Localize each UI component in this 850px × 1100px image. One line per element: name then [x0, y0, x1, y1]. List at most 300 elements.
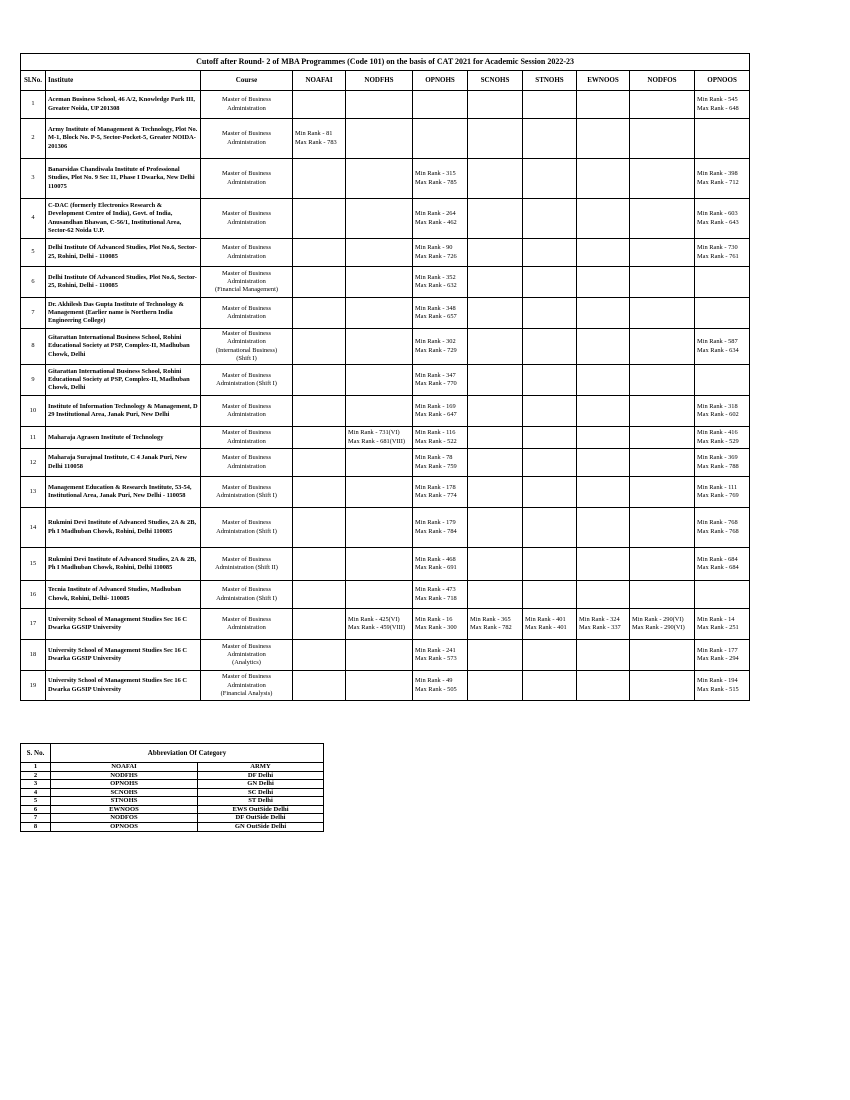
cell-stnohs [523, 609, 577, 640]
header-course: Course [201, 71, 293, 91]
table-row [21, 396, 750, 427]
row-institute: Rukmini Devi Institute of Advanced Studies, 2A & 2B, Ph I Madhuban Chowk, Rohini, Delhi 110085 [46, 548, 201, 581]
abbreviation-sno: 5 [21, 797, 51, 806]
course-line: Administration (Shift I) [216, 492, 277, 500]
course-line: Master of Business [222, 519, 271, 527]
cell-scnohs [468, 477, 523, 508]
min-rank: Min Rank - 401 [525, 615, 566, 623]
cell-opnohs [413, 298, 468, 329]
course-line: Administration [227, 178, 266, 186]
course-line: Master of Business [222, 673, 271, 681]
cell-nodfhs [346, 91, 413, 119]
abbreviation-code: NODFOS [51, 814, 198, 823]
cell-scnohs [468, 239, 523, 267]
table-row [21, 91, 750, 119]
row-course [201, 671, 293, 701]
course-line: Administration (Shift I) [216, 380, 277, 388]
course-line: Master of Business [222, 304, 271, 312]
course-line: Master of Business [222, 170, 271, 178]
cell-stnohs [523, 477, 577, 508]
cell-scnohs [468, 609, 523, 640]
header-scnohs: SCNOHS [468, 71, 523, 91]
max-rank: Max Rank - 684 [697, 564, 739, 572]
min-rank: Min Rank - 731(VI) [348, 429, 400, 437]
cell-opnohs [413, 609, 468, 640]
min-rank: Min Rank - 264 [415, 210, 456, 218]
course-line: Master of Business [222, 615, 271, 623]
row-institute: Gitarattan International Business School, Rohini Educational Society at PSP, Complex-II, Madhuban Chowk, Delhi [46, 365, 201, 396]
min-rank: Min Rank - 78 [415, 454, 453, 462]
max-rank: Max Rank - 643 [697, 218, 739, 226]
table-row [21, 640, 750, 671]
row-course [201, 609, 293, 640]
row-serial: 2 [21, 119, 46, 159]
abbreviation-sno: 7 [21, 814, 51, 823]
row-serial: 3 [21, 159, 46, 199]
cell-opnohs [413, 119, 468, 159]
row-course [201, 640, 293, 671]
cell-opnoos [695, 267, 750, 298]
max-rank: Max Rank - 515 [697, 685, 739, 693]
cell-nodfos [630, 671, 695, 701]
max-rank: Max Rank - 632 [415, 282, 457, 289]
course-line: Master of Business [222, 96, 271, 104]
min-rank: Min Rank - 16 [415, 615, 453, 623]
course-line: Administration [227, 313, 266, 320]
table-row [21, 449, 750, 477]
cell-opnohs [413, 548, 468, 581]
abbreviation-sno: 6 [21, 805, 51, 814]
cell-stnohs [523, 671, 577, 701]
cell-scnohs [468, 199, 523, 239]
max-rank: Max Rank - 768 [697, 527, 739, 535]
course-line: Administration [227, 218, 266, 226]
cell-opnohs [413, 159, 468, 199]
cell-nodfos [630, 427, 695, 449]
course-line: Administration (Shift II) [215, 564, 278, 572]
table-row [21, 427, 750, 449]
cell-nodfhs [346, 508, 413, 548]
row-institute: Delhi Institute Of Advanced Studies, Plot No.6, Sector-25, Rohini, Delhi - 110085 [46, 239, 201, 267]
abbreviation-code: OPNOHS [51, 780, 198, 789]
cell-noafai [293, 199, 346, 239]
max-rank: Max Rank - 337 [579, 624, 621, 632]
abbreviation-sno: 2 [21, 771, 51, 780]
row-institute: Maharaja Surajmal Institute, C 4 Janak Puri, New Delhi 110058 [46, 449, 201, 477]
cell-opnohs [413, 640, 468, 671]
cell-scnohs [468, 396, 523, 427]
cell-ewnoos [577, 119, 630, 159]
min-rank: Min Rank - 545 [697, 96, 738, 104]
min-rank: Min Rank - 179 [415, 519, 456, 527]
max-rank: Max Rank - 785 [415, 178, 457, 186]
cell-nodfos [630, 267, 695, 298]
cell-opnohs [413, 199, 468, 239]
course-line: Administration [227, 437, 266, 445]
max-rank: Max Rank - 634 [697, 346, 739, 354]
table-row [21, 365, 750, 396]
cell-stnohs [523, 427, 577, 449]
cell-opnoos [695, 329, 750, 365]
cell-opnohs [413, 329, 468, 365]
cell-stnohs [523, 199, 577, 239]
header-opnoos: OPNOOS [695, 71, 750, 91]
cell-stnohs [523, 548, 577, 581]
min-rank: Min Rank - 116 [415, 429, 456, 437]
course-line: Administration [227, 277, 266, 285]
row-serial: 7 [21, 298, 46, 329]
min-rank: Min Rank - 730 [697, 244, 738, 252]
row-serial: 17 [21, 609, 46, 640]
min-rank: Min Rank - 318 [697, 402, 738, 410]
abbreviation-row [21, 823, 324, 832]
row-serial: 1 [21, 91, 46, 119]
cell-nodfos [630, 449, 695, 477]
cell-ewnoos [577, 640, 630, 671]
cell-nodfhs [346, 477, 413, 508]
cell-nodfhs [346, 239, 413, 267]
row-serial: 8 [21, 329, 46, 365]
cell-nodfos [630, 477, 695, 508]
cell-stnohs [523, 396, 577, 427]
max-rank: Max Rank - 726 [415, 252, 457, 260]
row-serial: 9 [21, 365, 46, 396]
cell-scnohs [468, 159, 523, 199]
course-line: Master of Business [222, 371, 271, 379]
header-stnohs: STNOHS [523, 71, 577, 91]
cell-scnohs [468, 581, 523, 609]
min-rank: Min Rank - 369 [697, 454, 738, 462]
max-rank: Max Rank - 712 [697, 178, 739, 186]
cell-scnohs [468, 449, 523, 477]
cell-noafai [293, 449, 346, 477]
row-serial: 15 [21, 548, 46, 581]
row-institute: University School of Management Studies Sec 16 C Dwarka GGSIP University [46, 640, 201, 671]
cell-nodfos [630, 119, 695, 159]
cell-nodfhs [346, 365, 413, 396]
cell-opnoos [695, 581, 750, 609]
min-rank: Min Rank - 290(VI) [632, 615, 684, 623]
cell-opnoos [695, 508, 750, 548]
cell-noafai [293, 159, 346, 199]
cell-ewnoos [577, 548, 630, 581]
cell-ewnoos [577, 449, 630, 477]
header-row [21, 71, 750, 91]
cell-nodfos [630, 239, 695, 267]
abbreviation-meaning: ARMY [198, 763, 324, 772]
cell-stnohs [523, 119, 577, 159]
abbreviation-row [21, 788, 324, 797]
cell-nodfhs [346, 329, 413, 365]
cell-nodfos [630, 91, 695, 119]
row-course [201, 427, 293, 449]
max-rank: Max Rank - 251 [697, 624, 739, 632]
row-course [201, 449, 293, 477]
max-rank: Max Rank - 648 [697, 104, 739, 112]
min-rank: Min Rank - 425(VI) [348, 615, 400, 623]
cell-ewnoos [577, 609, 630, 640]
abbreviation-sno: 8 [21, 823, 51, 832]
cell-ewnoos [577, 671, 630, 701]
row-institute: University School of Management Studies Sec 16 C Dwarka GGSIP University [46, 671, 201, 701]
course-line: Administration (Shift I) [216, 527, 277, 535]
cell-nodfhs [346, 159, 413, 199]
cell-ewnoos [577, 477, 630, 508]
row-serial: 16 [21, 581, 46, 609]
cell-nodfhs [346, 449, 413, 477]
abbreviation-code: EWNOOS [51, 805, 198, 814]
course-line: (Analytics) [232, 659, 261, 667]
min-rank: Min Rank - 468 [415, 555, 456, 563]
cell-scnohs [468, 548, 523, 581]
row-course [201, 548, 293, 581]
row-institute: Banarsidas Chandiwala Institute of Professional Studies, Plot No. 9 Sec 11, Phase I Dwarka, New Delhi 110075 [46, 159, 201, 199]
max-rank: Max Rank - 462 [415, 218, 457, 226]
row-serial: 14 [21, 508, 46, 548]
min-rank: Min Rank - 473 [415, 586, 456, 594]
abbreviation-row [21, 780, 324, 789]
cell-ewnoos [577, 91, 630, 119]
cell-stnohs [523, 239, 577, 267]
row-course [201, 581, 293, 609]
abbreviation-meaning: EWS OutSide Delhi [198, 805, 324, 814]
course-line: Master of Business [222, 429, 271, 437]
cell-opnohs [413, 396, 468, 427]
cell-nodfos [630, 508, 695, 548]
abbreviation-code: SCNOHS [51, 788, 198, 797]
cell-opnoos [695, 91, 750, 119]
cell-opnohs [413, 427, 468, 449]
table-row [21, 239, 750, 267]
cell-scnohs [468, 298, 523, 329]
min-rank: Min Rank - 315 [415, 170, 456, 178]
abbreviation-code: OPNOOS [51, 823, 198, 832]
row-institute: Aceman Business School, 46 A/2, Knowledge Park III, Greater Noida, UP 201308 [46, 91, 201, 119]
cell-nodfos [630, 365, 695, 396]
max-rank: Max Rank - 782 [470, 624, 512, 632]
abbreviation-code: NODFHS [51, 771, 198, 780]
table-title: Cutoff after Round- 2 of MBA Programmes (Code 101) on the basis of CAT 2021 for Academic Session 2022-23 [21, 54, 750, 71]
table-row [21, 199, 750, 239]
cell-noafai [293, 239, 346, 267]
cell-nodfhs [346, 609, 413, 640]
course-line: Administration [227, 681, 266, 689]
row-course [201, 477, 293, 508]
cell-ewnoos [577, 581, 630, 609]
abbreviation-meaning: GN OutSide Delhi [198, 823, 324, 832]
cell-nodfhs [346, 119, 413, 159]
course-line: Master of Business [222, 130, 271, 138]
row-course [201, 199, 293, 239]
abbreviation-meaning: DF OutSide Delhi [198, 814, 324, 823]
cell-nodfhs [346, 298, 413, 329]
cell-noafai [293, 548, 346, 581]
cell-opnoos [695, 671, 750, 701]
header-nodfos: NODFOS [630, 71, 695, 91]
cell-stnohs [523, 365, 577, 396]
row-institute: Delhi Institute Of Advanced Studies, Plot No.6, Sector-25, Rohini, Delhi - 110085 [46, 267, 201, 298]
cell-noafai [293, 91, 346, 119]
course-line: Master of Business [222, 642, 271, 650]
max-rank: Max Rank - 759 [415, 462, 457, 470]
row-institute: Rukmini Devi Institute of Advanced Studies, 2A & 2B, Ph I Madhuban Chowk, Rohini, Delhi 110085 [46, 508, 201, 548]
max-rank: Max Rank - 657 [415, 313, 457, 320]
min-rank: Min Rank - 241 [415, 646, 456, 654]
course-line: (International Business) [215, 346, 278, 354]
abbreviation-row [21, 797, 324, 806]
course-line: Administration [227, 651, 266, 659]
table-row [21, 329, 750, 365]
max-rank: Max Rank - 774 [415, 492, 457, 500]
row-serial: 18 [21, 640, 46, 671]
abbreviation-sno: 3 [21, 780, 51, 789]
cell-nodfos [630, 581, 695, 609]
row-institute: Maharaja Agrasen Institute of Technology [46, 427, 201, 449]
cell-nodfhs [346, 671, 413, 701]
table-row [21, 298, 750, 329]
abbreviation-table [20, 743, 324, 832]
cell-opnoos [695, 365, 750, 396]
max-rank: Max Rank - 529 [697, 437, 739, 445]
row-course [201, 396, 293, 427]
cell-stnohs [523, 449, 577, 477]
cell-scnohs [468, 427, 523, 449]
min-rank: Min Rank - 90 [415, 244, 453, 252]
header-nodfhs: NODFHS [346, 71, 413, 91]
cell-opnoos [695, 199, 750, 239]
cell-scnohs [468, 508, 523, 548]
cell-ewnoos [577, 298, 630, 329]
max-rank: Max Rank - 294 [697, 655, 739, 663]
min-rank: Min Rank - 348 [415, 304, 456, 312]
cell-opnohs [413, 267, 468, 298]
row-course [201, 159, 293, 199]
max-rank: Max Rank - 647 [415, 411, 457, 419]
cell-stnohs [523, 298, 577, 329]
cell-opnoos [695, 298, 750, 329]
header-sl: Sl.No. [21, 71, 46, 91]
cell-ewnoos [577, 365, 630, 396]
cell-stnohs [523, 329, 577, 365]
course-line: Administration [227, 624, 266, 632]
min-rank: Min Rank - 81 [295, 130, 333, 138]
cell-noafai [293, 298, 346, 329]
cell-stnohs [523, 159, 577, 199]
cell-ewnoos [577, 329, 630, 365]
title-row [21, 54, 750, 71]
row-serial: 5 [21, 239, 46, 267]
cell-opnoos [695, 396, 750, 427]
cell-noafai [293, 427, 346, 449]
table-row [21, 609, 750, 640]
course-line: Master of Business [222, 555, 271, 563]
cell-noafai [293, 581, 346, 609]
table-row [21, 119, 750, 159]
min-rank: Min Rank - 352 [415, 273, 456, 281]
course-line: Master of Business [222, 269, 271, 277]
min-rank: Min Rank - 14 [697, 615, 735, 623]
row-course [201, 508, 293, 548]
row-serial: 11 [21, 427, 46, 449]
cell-opnoos [695, 609, 750, 640]
table-row [21, 548, 750, 581]
cell-nodfhs [346, 396, 413, 427]
cell-ewnoos [577, 199, 630, 239]
header-institute: Institute [46, 71, 201, 91]
row-institute: C-DAC (formerly Electronics Research & Development Centre of India), Govt. of India, Anusandhan Bhawan, C-56/1, Institutional Area, Sector-62 Noida U.P. [46, 199, 201, 239]
cell-ewnoos [577, 239, 630, 267]
cell-ewnoos [577, 427, 630, 449]
min-rank: Min Rank - 194 [697, 677, 738, 685]
max-rank: Max Rank - 522 [415, 437, 457, 445]
abbreviation-row [21, 805, 324, 814]
abbreviation-header-row [21, 744, 324, 763]
header-opnohs: OPNOHS [413, 71, 468, 91]
table-row [21, 477, 750, 508]
max-rank: Max Rank - 300 [415, 624, 457, 632]
cell-opnohs [413, 365, 468, 396]
abbreviation-header-sno: S. No. [21, 744, 51, 763]
abbreviation-code: NOAFAI [51, 763, 198, 772]
cell-ewnoos [577, 396, 630, 427]
cell-nodfos [630, 396, 695, 427]
cell-opnohs [413, 239, 468, 267]
cell-opnoos [695, 640, 750, 671]
course-line: Administration [227, 338, 266, 346]
cell-opnohs [413, 671, 468, 701]
course-line: Administration [227, 411, 266, 419]
min-rank: Min Rank - 169 [415, 402, 456, 410]
cell-scnohs [468, 91, 523, 119]
cell-stnohs [523, 267, 577, 298]
max-rank: Max Rank - 718 [415, 594, 457, 602]
course-line: (Financial Management) [215, 286, 278, 294]
abbreviation-meaning: SC Delhi [198, 788, 324, 797]
table-row [21, 267, 750, 298]
abbreviation-row [21, 814, 324, 823]
row-serial: 10 [21, 396, 46, 427]
max-rank: Max Rank - 691 [415, 564, 457, 572]
row-institute: University School of Management Studies Sec 16 C Dwarka GGSIP University [46, 609, 201, 640]
min-rank: Min Rank - 587 [697, 338, 738, 346]
cutoff-table [20, 53, 750, 701]
min-rank: Min Rank - 768 [697, 519, 738, 527]
cell-scnohs [468, 119, 523, 159]
cell-noafai [293, 267, 346, 298]
cell-noafai [293, 640, 346, 671]
row-course [201, 267, 293, 298]
row-institute: Tecnia Institute of Advanced Studies, Madhuban Chowk, Rohini, Delhi- 110085 [46, 581, 201, 609]
row-institute: Management Education & Research Institute, 53-54, Institutional Area, Janak Puri, New Delhi - 110058 [46, 477, 201, 508]
cell-nodfos [630, 548, 695, 581]
course-line: Master of Business [222, 330, 271, 337]
cell-opnoos [695, 427, 750, 449]
abbreviation-header-title: Abbreviation Of Category [51, 744, 324, 763]
abbreviation-sno: 4 [21, 788, 51, 797]
header-noafai: NOAFAI [293, 71, 346, 91]
cell-noafai [293, 609, 346, 640]
row-institute: Army Institute of Management & Technology, Plot No. M-1, Block No. P-5, Sector-Pocket-5, Greater NOIDA-201306 [46, 119, 201, 159]
cell-noafai [293, 365, 346, 396]
cell-nodfos [630, 640, 695, 671]
cell-opnohs [413, 581, 468, 609]
cell-stnohs [523, 91, 577, 119]
course-line: Administration [227, 252, 266, 260]
abbreviation-meaning: DF Delhi [198, 771, 324, 780]
cell-opnoos [695, 119, 750, 159]
table-row [21, 508, 750, 548]
row-serial: 12 [21, 449, 46, 477]
